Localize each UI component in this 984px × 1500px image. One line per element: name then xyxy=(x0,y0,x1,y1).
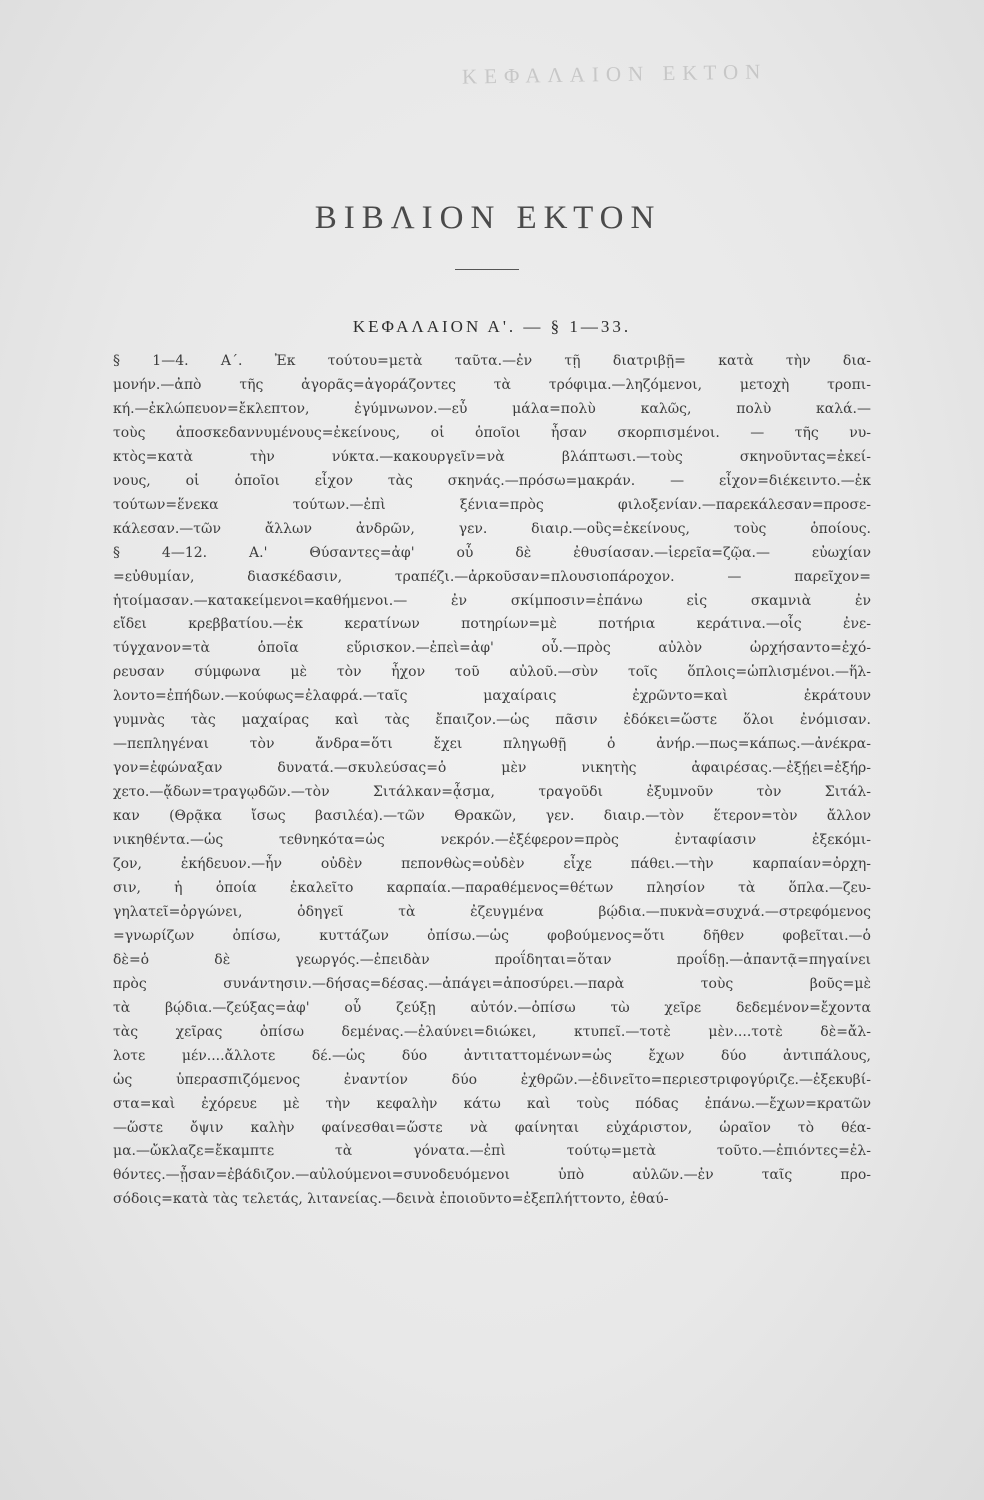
text-line: τούτων=ἕνεκα τούτων.—ἐπὶ ξένια=πρὸς φιλοξενίαν.—παρεκάλεσαν=προσε- xyxy=(113,496,871,513)
text-line: δὲ=ὁ δὲ γεωργός.—ἐπειδὰν προΐδηται=ὅταν προΐδῃ.—ἀπαντᾷ=πηγαίνει xyxy=(113,951,871,968)
title-divider xyxy=(455,269,519,270)
text-line: μα.—ὤκλαζε=ἔκαμπτε τὰ γόνατα.—ἐπὶ τούτῳ=μετὰ τοῦτο.—ἐπιόντες=ἐλ- xyxy=(113,1143,871,1160)
text-line: θόντες.—ᾖσαν=ἐβάδιζον.—αὐλούμενοι=συνοδευόμενοι ὑπὸ αὐλῶν.—ἐν ταῖς προ- xyxy=(113,1167,871,1184)
text-line: πρὸς συνάντησιν.—δήσας=δέσας.—ἀπάγει=ἀποσύρει.—παρὰ τοὺς βοῦς=μὲ xyxy=(113,975,871,992)
text-line: λοτε μέν....ἄλλοτε δέ.—ὡς δύο ἀντιταττομένων=ὡς ἔχων δύο ἀντιπάλους, xyxy=(113,1047,871,1064)
commentary-body xyxy=(113,350,871,1212)
text-line: § 1—4. Α΄. Ἐκ τούτου=μετὰ ταῦτα.—ἐν τῇ διατριβῇ= κατὰ τὴν δια- xyxy=(113,353,871,369)
text-line: χετο.—ᾄδων=τραγῳδῶν.—τὸν Σιτάλκαν=ᾆσμα, τραγοῦδι ἐξυμνοῦν τὸν Σιτάλ- xyxy=(113,784,871,801)
text-line: τύγχανον=τὰ ὁποῖα εὕρισκον.—ἐπεὶ=ἀφ' οὗ.—πρὸς αὐλὸν ὠρχήσαντο=ἐχό- xyxy=(113,640,871,657)
book-title: ΒΙΒΛΙΟΝ ΕΚΤΟΝ xyxy=(314,200,662,236)
text-line: τοὺς ἀποσκεδαννυμένους=ἐκείνους, οἱ ὁποῖοι ἦσαν σκορπισμένοι. — τῆς νυ- xyxy=(113,424,871,441)
text-line: γον=ἐφώναξαν δυνατά.—σκυλεύσας=ὁ μὲν νικητὴς ἀφαιρέσας.—ἐξῄει=ἐξήρ- xyxy=(113,760,871,777)
text-line: τὰ βῴδια.—ζεύξας=ἀφ' οὗ ζεύξῃ αὐτόν.—ὀπίσω τὼ χεῖρε δεδεμένον=ἔχοντα xyxy=(113,999,871,1016)
text-line: νους, οἱ ὁποῖοι εἶχον τὰς σκηνάς.—πρόσω=μακράν. — εἶχον=διέκειντο.—ἐκ xyxy=(113,472,871,489)
text-line: κή.—ἐκλώπευον=ἔκλεπτον, ἐγύμνωνον.—εὖ μάλα=πολὺ καλῶς, πολὺ καλά.— xyxy=(113,400,871,417)
text-line: ὡς ὑπερασπιζόμενος ἐναντίον δύο ἐχθρῶν.—ἐδινεῖτο=περιεστριφογύριζε.—ἐξεκυβί- xyxy=(113,1071,871,1088)
text-line: στα=καὶ ἐχόρευε μὲ τὴν κεφαλὴν κάτω καὶ τοὺς πόδας ἐπάνω.—ἔχων=κρατῶν xyxy=(113,1095,871,1112)
text-line: μονήν.—ἀπὸ τῆς ἀγορᾶς=ἀγοράζοντες τὰ τρόφιμα.—ληζόμενοι, μετοχὴ τροπι- xyxy=(113,376,871,393)
text-line: γηλατεῖ=ὀργώνει, ὁδηγεῖ τὰ ἐζευγμένα βῴδια.—πυκνὰ=συχνά.—στρεφόμενος xyxy=(113,903,871,920)
bleed-through-header: ΚΕΦΑΛΑΙΟΝ ΕΚΤΟΝ xyxy=(461,59,768,89)
text-line: νικηθέντα.—ὡς τεθνηκότα=ὡς νεκρόν.—ἐξέφερον=πρὸς ἐνταφίασιν ἐξεκόμι- xyxy=(113,832,871,849)
text-line: γυμνὰς τὰς μαχαίρας καὶ τὰς ἔπαιζον.—ὡς πᾶσιν ἐδόκει=ὥστε ὅλοι ἐνόμισαν. xyxy=(113,712,871,729)
text-line: τὰς χεῖρας ὀπίσω δεμένας.—ἐλαύνει=διώκει, κτυπεῖ.—τοτὲ μὲν....τοτὲ δὲ=ἄλ- xyxy=(113,1023,871,1040)
text-line: § 4—12. Α.' Θύσαντες=ἀφ' οὗ δὲ ἐθυσίασαν.—ἱερεῖα=ζῷα.— εὐωχίαν xyxy=(113,544,871,561)
text-line: λοντο=ἐπήδων.—κούφως=ἐλαφρά.—ταῖς μαχαίραις ἐχρῶντο=καὶ ἐκράτουν xyxy=(113,688,871,705)
text-line: σιν, ἡ ὁποία ἐκαλεῖτο καρπαία.—παραθέμενος=θέτων πλησίον τὰ ὅπλα.—ζευ- xyxy=(113,879,871,896)
text-line: κάλεσαν.—τῶν ἄλλων ἀνδρῶν, γεν. διαιρ.—οὓς=ἐκείνους, τοὺς ὁποίους. xyxy=(113,520,871,537)
text-line: ρευσαν σύμφωνα μὲ τὸν ἦχον τοῦ αὐλοῦ.—σὺν τοῖς ὅπλοις=ὡπλισμένοι.—ἥλ- xyxy=(113,664,871,681)
text-line: =γνωρίζων ὀπίσω, κυττάζων ὀπίσω.—ὡς φοβούμενος=ὅτι δῆθεν φοβεῖται.—ὁ xyxy=(113,927,871,944)
text-line: =εὐθυμίαν, διασκέδασιν, τραπέζι.—ἀρκοῦσαν=πλουσιοπάροχον. — παρεῖχον= xyxy=(113,568,871,585)
text-line: —ὥστε ὄψιν καλὴν φαίνεσθαι=ὥστε νὰ φαίνηται εὐχάριστον, ὡραῖον τὸ θέα- xyxy=(113,1119,871,1136)
text-line: —πεπληγέναι τὸν ἄνδρα=ὅτι ἔχει πληγωθῇ ὁ ἀνήρ.—πως=κάπως.—ἀνέκρα- xyxy=(113,736,871,753)
chapter-heading: ΚΕΦΑΛΑΙΟΝ Α'. — § 1—33. xyxy=(352,317,632,336)
text-line: ζον, ἐκήδευον.—ἦν οὐδὲν πεπονθὼς=οὐδὲν εἶχε πάθει.—τὴν καρπαίαν=ὀρχη- xyxy=(113,856,871,873)
text-line: κτὸς=κατὰ τὴν νύκτα.—κακουργεῖν=νὰ βλάπτωσι.—τοὺς σκηνοῦντας=ἐκεί- xyxy=(113,448,871,465)
text-line: σόδοις=κατὰ τὰς τελετάς, λιτανείας.—δεινὰ ἐποιοῦντο=ἐξεπλήττοντο, ἐθαύ- xyxy=(113,1191,669,1208)
text-line: καν (Θρᾷκα ἴσως βασιλέα).—τῶν Θρακῶν, γεν. διαιρ.—τὸν ἕτερον=τὸν ἄλλον xyxy=(113,808,871,825)
text-line: εἴδει κρεββατίου.—ἐκ κερατίνων ποτηρίων=μὲ ποτήρια κεράτινα.—οἷς ἐνε- xyxy=(113,616,871,633)
text-line: ἡτοίμασαν.—κατακείμενοι=καθήμενοι.— ἐν σκίμποσιν=ἐπάνω εἰς σκαμνιὰ ἐν xyxy=(113,592,871,609)
